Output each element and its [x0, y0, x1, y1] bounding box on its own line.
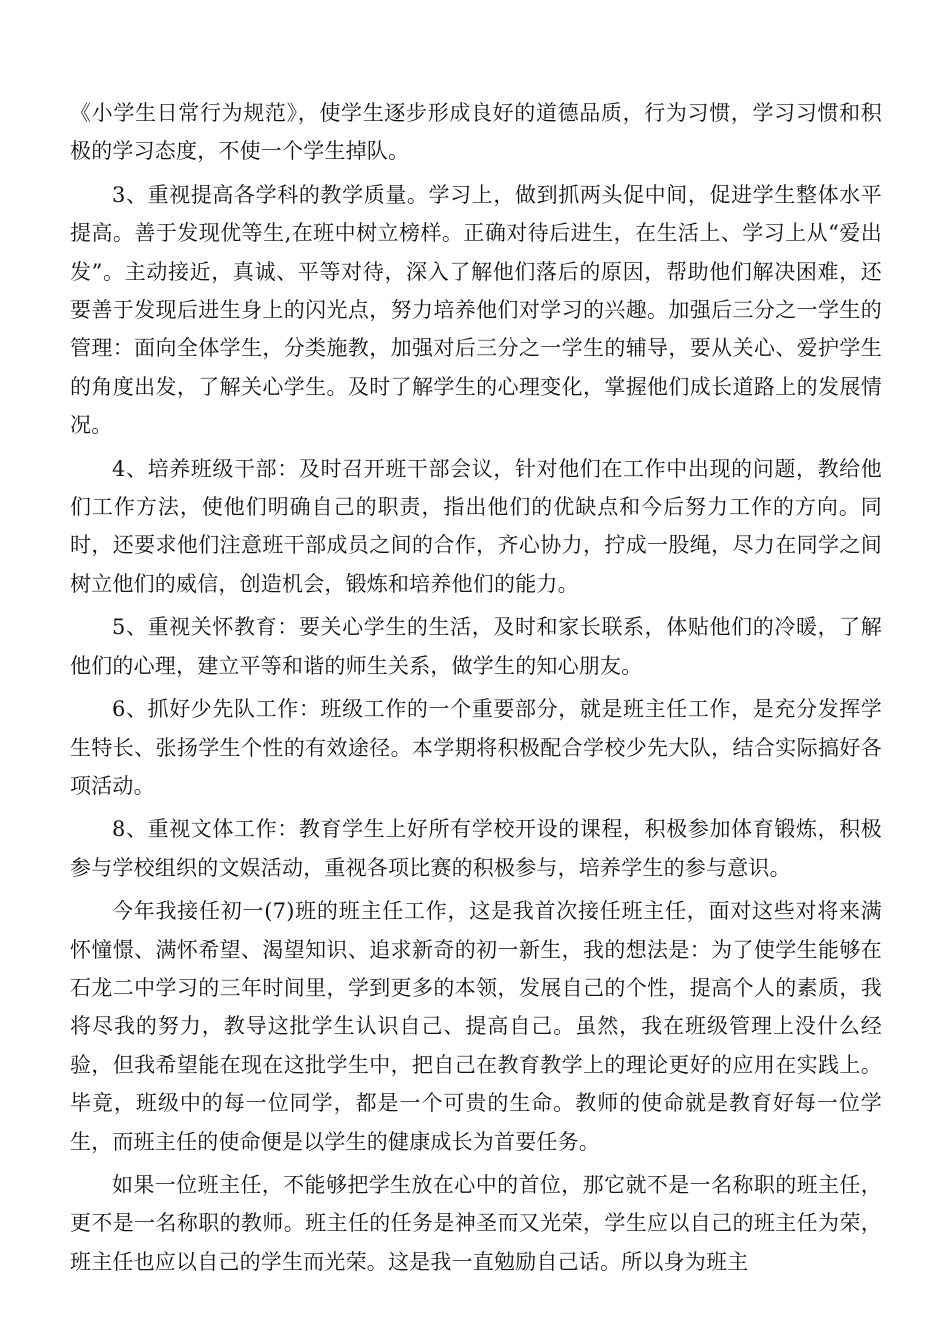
paragraph-item-3: 3、重视提高各学科的教学质量。学习上，做到抓两头促中间，促进学生整体水平提高。善于发现优等生,在班中树立榜样。正确对待后进生，在生活上、学习上从“爱出发”。主动接近，真诚、平等对待，深入了解他们落后的原因，帮助他们解决困难，还要善于发现后进生身上的闪光点，努力培养他们对学习的兴趣。加强后三分之一学生的管理：面向全体学生，分类施教，加强对后三分之一学生的辅导，要从关心、爱护学生的角度出发，了解关心学生。及时了解学生的心理变化，掌握他们成长道路上的发展情况。	[70, 182, 882, 438]
paragraph-item-4: 4、培养班级干部：及时召开班干部会议，针对他们在工作中出现的问题，教给他们工作方法，使他们明确自己的职责，指出他们的优缺点和今后努力工作的方向。同时，还要求他们注意班干部成员之间的合作，齐心协力，拧成一股绳，尽力在同学之间树立他们的威信，创造机会，锻炼和培养他们的能力。	[70, 456, 882, 596]
paragraph-continuation: 《小学生日常行为规范》，使学生逐步形成良好的道德品质，行为习惯，学习习惯和积极的学习态度，不使一个学生掉队。	[70, 101, 882, 164]
paragraph-reflection: 今年我接任初一(7)班的班主任工作，这是我首次接任班主任，面对这些对将来满怀憧憬、满怀希望、渴望知识、追求新奇的初一新生，我的想法是：为了使学生能够在石龙二中学习的三年时间里，学到更多的本领，发展自己的个性，提高个人的素质，我将尽我的努力，教导这批学生认识自己、提高自己。虽然，我在班级管理上没什么经验，但我希望能在现在这批学生中，把自己在教育教学上的理论更好的应用在实践上。毕竟，班级中的每一位同学，都是一个可贵的生命。教师的使命就是教育好每一位学生，而班主任的使命便是以学生的健康成长为首要任务。	[70, 899, 882, 1154]
document-body	[70, 94, 882, 1286]
paragraph-item-5: 5、重视关怀教育：要关心学生的生活，及时和家长联系，体贴他们的冷暖，了解他们的心理，建立平等和谐的师生关系，做学生的知心朋友。	[70, 615, 882, 678]
paragraph-item-8: 8、重视文体工作：教育学生上好所有学校开设的课程，积极参加体育锻炼，积极参与学校组织的文娱活动，重视各项比赛的积极参与，培养学生的参与意识。	[70, 817, 882, 880]
paragraph-closing: 如果一位班主任，不能够把学生放在心中的首位，那它就不是一名称职的班主任，更不是一名称职的教师。班主任的任务是神圣而又光荣，学生应以自己的班主任为荣，班主任也应以自己的学生而光荣。这是我一直勉励自己话。所以身为班主	[70, 1172, 882, 1274]
paragraph-item-6: 6、抓好少先队工作：班级工作的一个重要部分，就是班主任工作，是充分发挥学生特长、张扬学生个性的有效途径。本学期将积极配合学校少先大队，结合实际搞好各项活动。	[70, 697, 882, 798]
